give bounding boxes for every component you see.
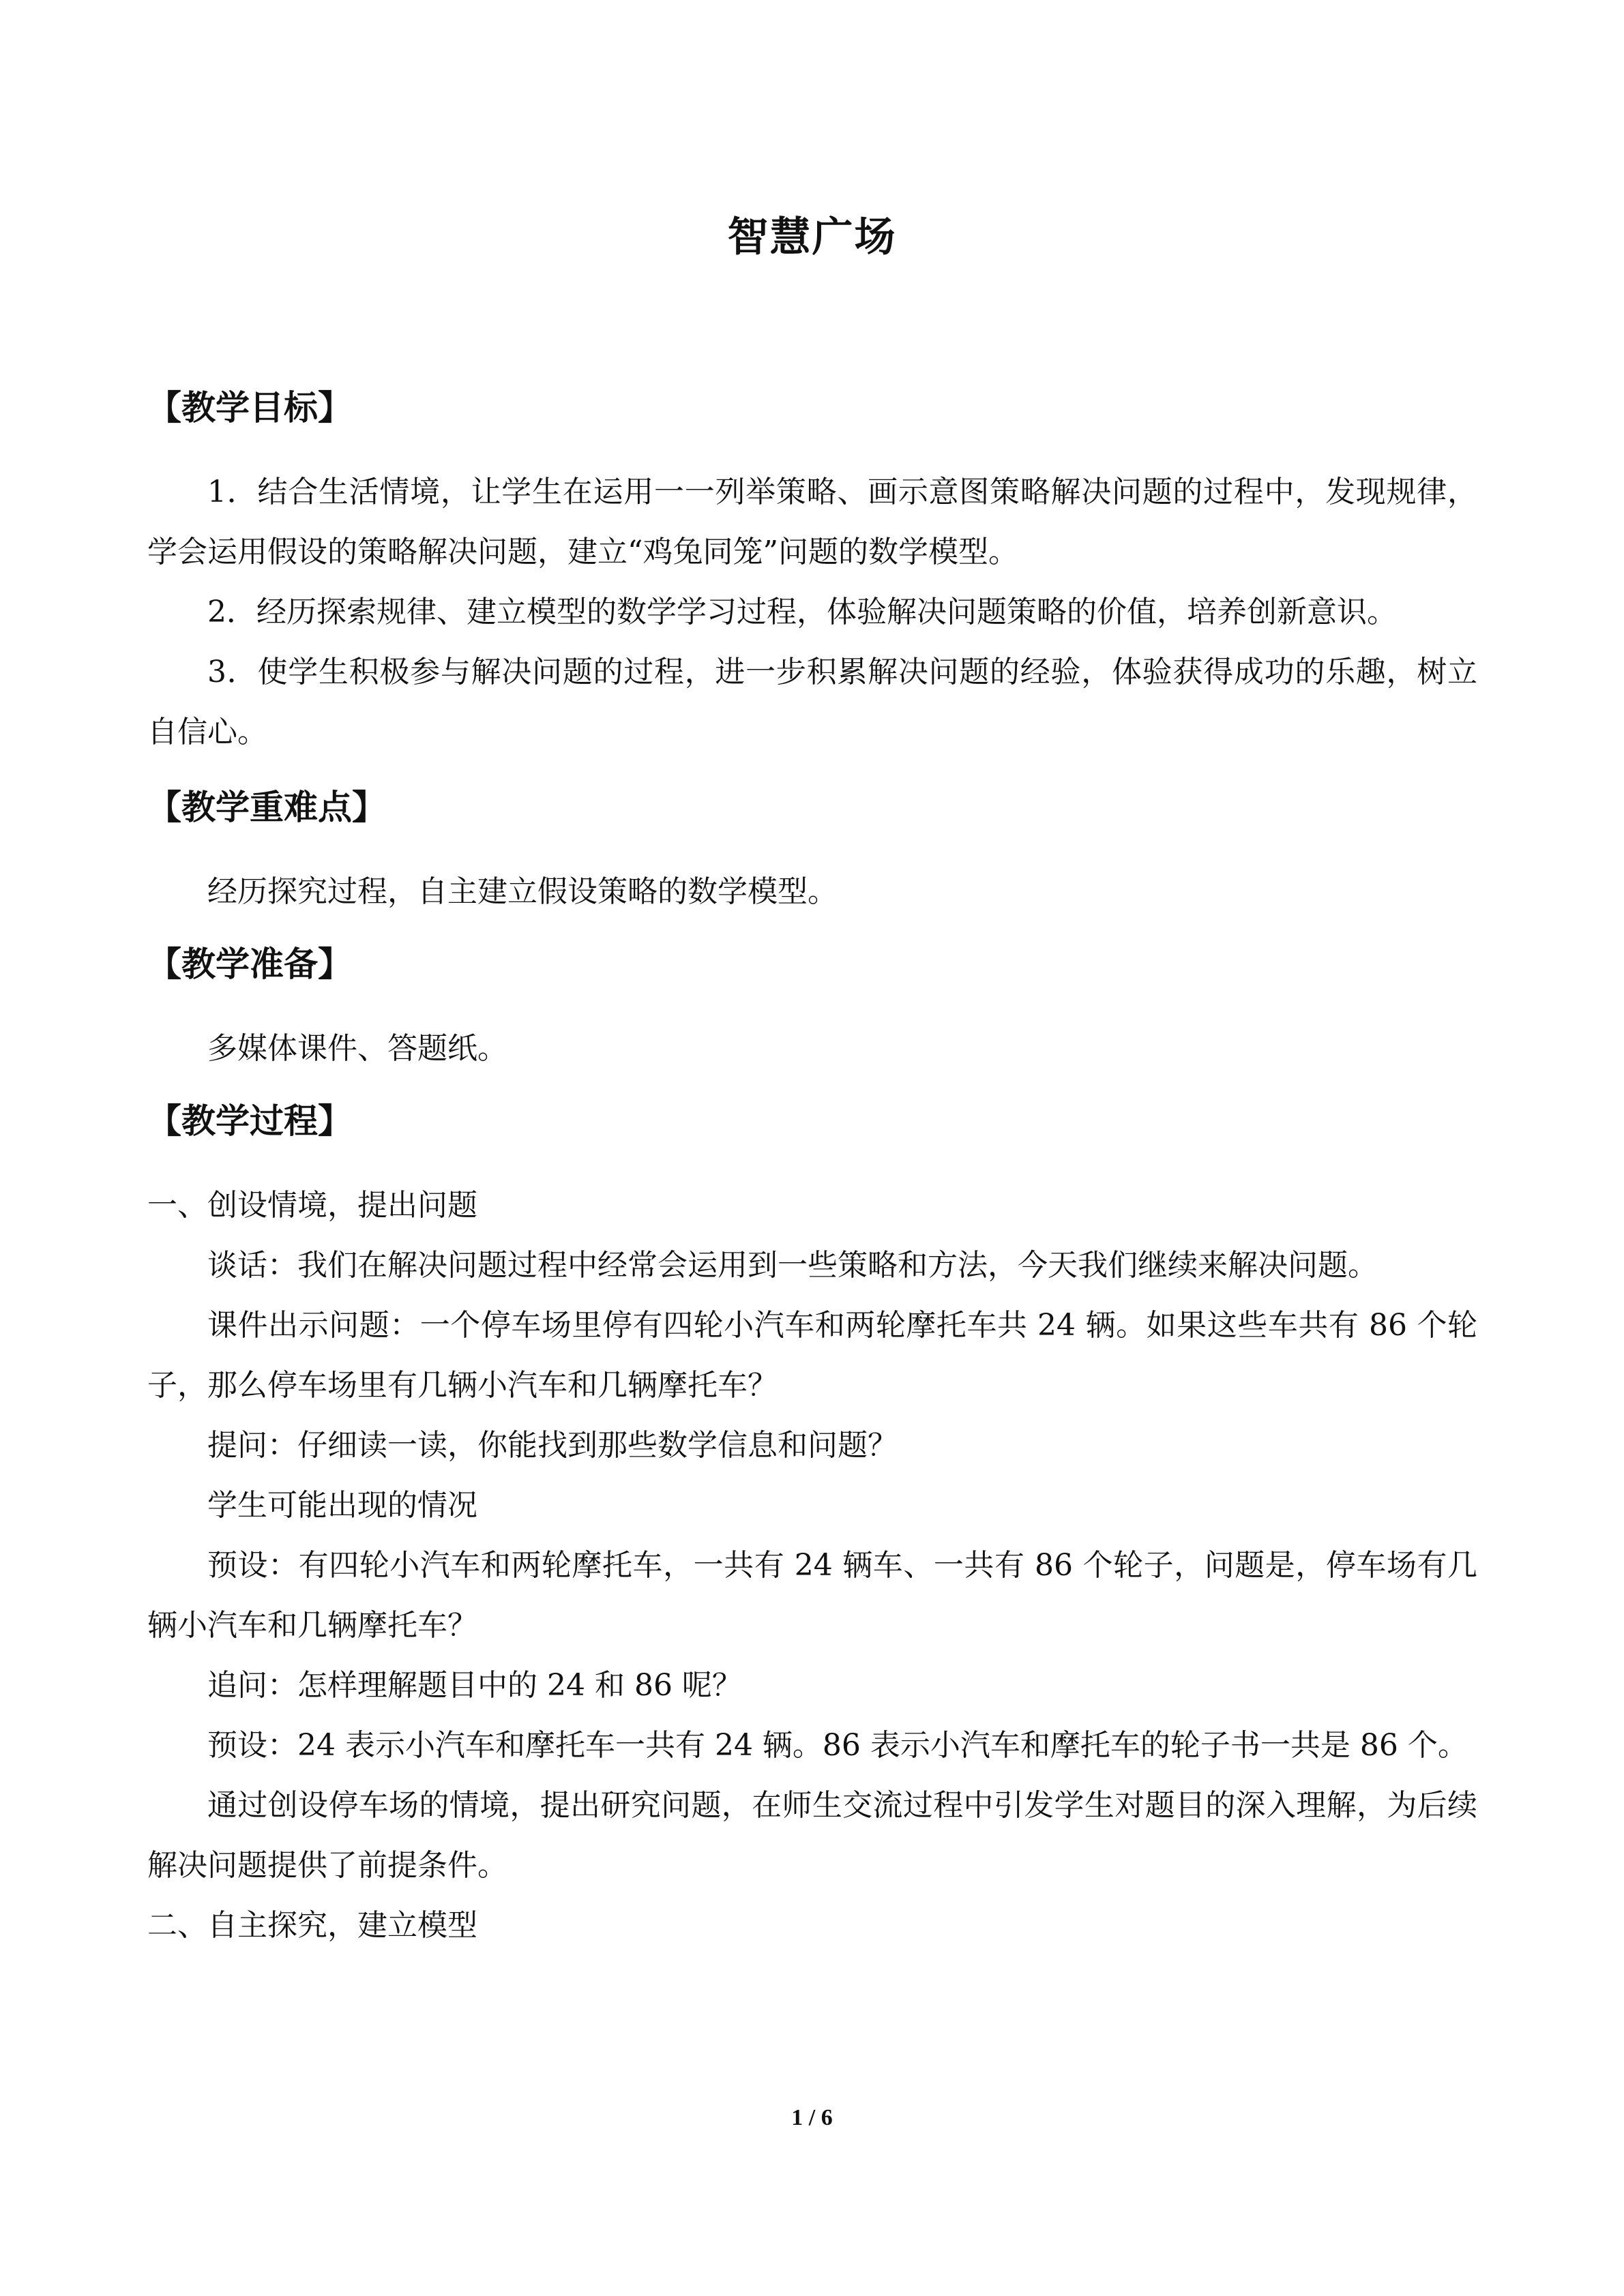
process-paragraph: 提问：仔细读一读，你能找到那些数学信息和问题？ (207, 1428, 898, 1463)
process-paragraph: 预设：24 表示小汽车和摩托车一共有 24 辆。86 表示小汽车和摩托车的轮子书一共是 86 个。 (207, 1728, 1468, 1763)
process-paragraph: 追问：怎样理解题目中的 24 和 86 呢？ (207, 1668, 742, 1703)
objective-item: 1．结合生活情境，让学生在运用一一列举策略、画示意图策略解决问题的过程中，发现规律，学会运用假设的策略解决问题，建立“鸡兔同笼”问题的数学模型。 (147, 475, 1477, 569)
process-step-title: 二、自主探究，建立模型 (147, 1908, 477, 1943)
preparation-heading: 【教学准备】 (147, 944, 352, 984)
process-paragraph: 学生可能出现的情况 (207, 1488, 477, 1523)
process-paragraph: 谈话：我们在解决问题过程中经常会运用到一些策略和方法，今天我们继续来解决问题。 (207, 1248, 1378, 1283)
document-body (147, 382, 1477, 1956)
preparation-text: 多媒体课件、答题纸。 (207, 1031, 507, 1066)
key-points-text: 经历探究过程，自主建立假设策略的数学模型。 (207, 874, 838, 909)
objective-item: 3．使学生积极参与解决问题的过程，进一步积累解决问题的经验，体验获得成功的乐趣，树立自信心。 (147, 655, 1477, 749)
process-heading: 【教学过程】 (147, 1101, 352, 1141)
process-paragraph: 预设：有四轮小汽车和两轮摩托车，一共有 24 辆车、一共有 86 个轮子，问题是，停车场有几辆小汽车和几辆摩托车？ (147, 1548, 1477, 1643)
objectives-heading: 【教学目标】 (147, 388, 352, 428)
process-paragraph: 通过创设停车场的情境，提出研究问题，在师生交流过程中引发学生对题目的深入理解，为后续解决问题提供了前提条件。 (147, 1788, 1477, 1883)
process-step-title: 一、创设情境，提出问题 (147, 1188, 477, 1223)
objective-item: 2．经历探索规律、建立模型的数学学习过程，体验解决问题策略的价值，培养创新意识。 (207, 595, 1397, 629)
process-paragraph: 课件出示问题：一个停车场里停有四轮小汽车和两轮摩托车共 24 辆。如果这些车共有 86 个轮子，那么停车场里有几辆小汽车和几辆摩托车？ (147, 1308, 1477, 1403)
page-number: 1 / 6 (791, 2105, 833, 2130)
key-points-heading: 【教学重难点】 (147, 788, 386, 827)
page-title: 智慧广场 (727, 213, 897, 261)
